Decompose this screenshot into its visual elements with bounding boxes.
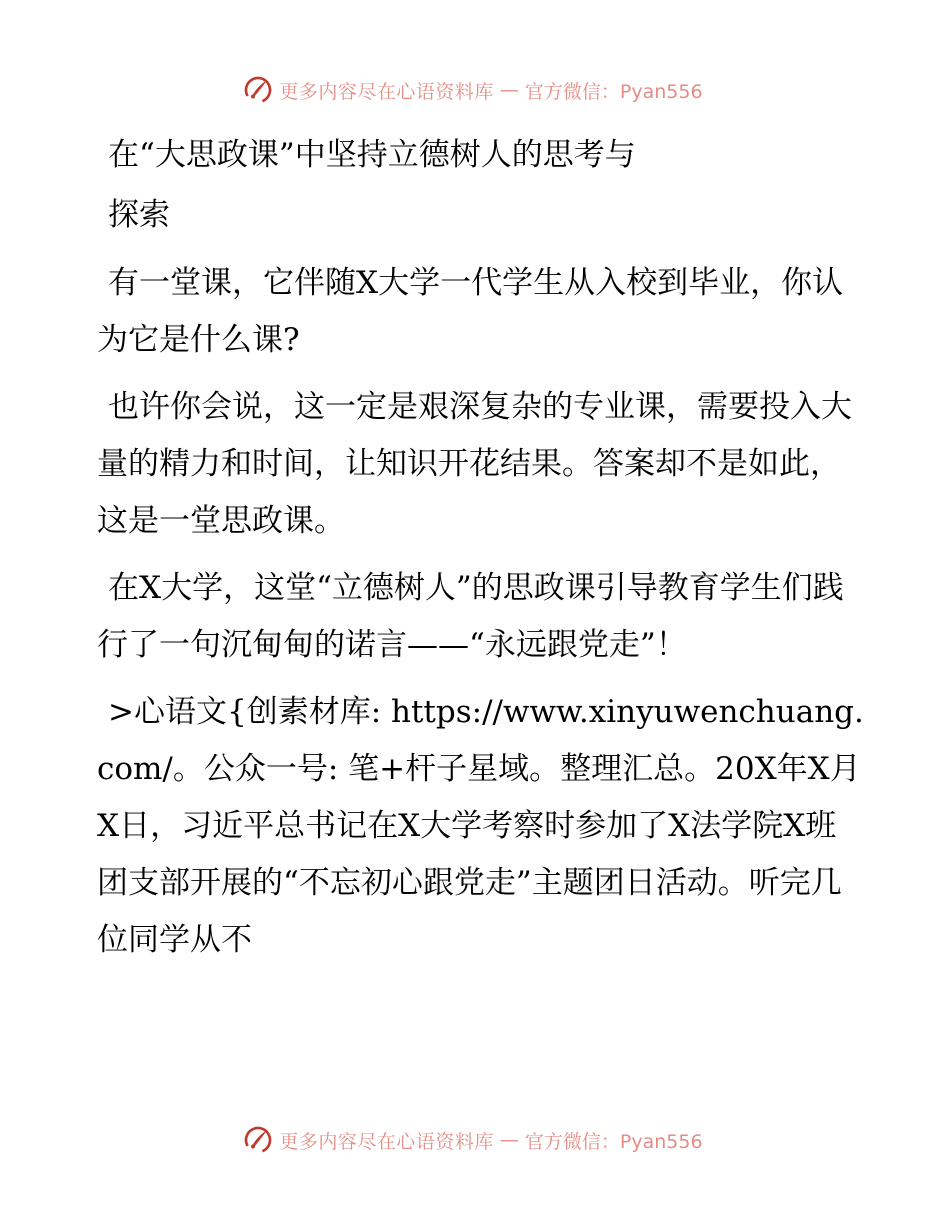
header-banner — [0, 70, 950, 110]
header-banner-inner — [243, 75, 702, 105]
paragraph-2: 也许你会说，这一定是艰深复杂的专业课，需要投入大量的精力和时间，让知识开花结果。答案却不是如此，这是一堂思政课。 — [97, 389, 852, 539]
spacer — [97, 674, 867, 684]
paragraph-4: >心语文{创素材库: https://www.xinyuwenchuang.com/。公众一号: 笔+杆子星域。整理汇总。20X年X月X日，习近平总书记在X大学考察时参加了X法学院X班团支部开展的“不忘初心跟党走”主题团日活动。听完几位同学从不 — [97, 694, 864, 958]
banner-wechat-text: 官方微信：Pyan556 — [524, 80, 703, 103]
spacer — [97, 550, 867, 560]
footer-banner-inner — [243, 1125, 702, 1155]
banner-dash: — — [499, 79, 519, 101]
banner-dash: — — [499, 1129, 519, 1151]
banner-main-text: 更多内容尽在心语资料库 — [279, 1130, 494, 1153]
paragraph-1: 有一堂课，它伴随X大学一代学生从入校到毕业，你认为它是什么课? — [97, 265, 844, 358]
footer-banner — [0, 1120, 950, 1160]
document-title-line2: 探索 — [108, 197, 170, 233]
document-body — [97, 125, 867, 969]
spacer — [97, 369, 867, 379]
document-title-line1: 在“大思政课”中坚持立德树人的思考与 — [108, 137, 636, 173]
paragraph-3: 在X大学，这堂“立德树人”的思政课引导教育学生们践行了一句沉甸甸的诺言——“永远跟党走”！ — [97, 570, 844, 663]
banner-main-text: 更多内容尽在心语资料库 — [279, 80, 494, 103]
brush-circle-logo-icon — [243, 1125, 273, 1155]
brush-circle-logo-icon — [243, 75, 273, 105]
banner-wechat-text: 官方微信：Pyan556 — [524, 1130, 703, 1153]
spacer — [97, 245, 867, 255]
